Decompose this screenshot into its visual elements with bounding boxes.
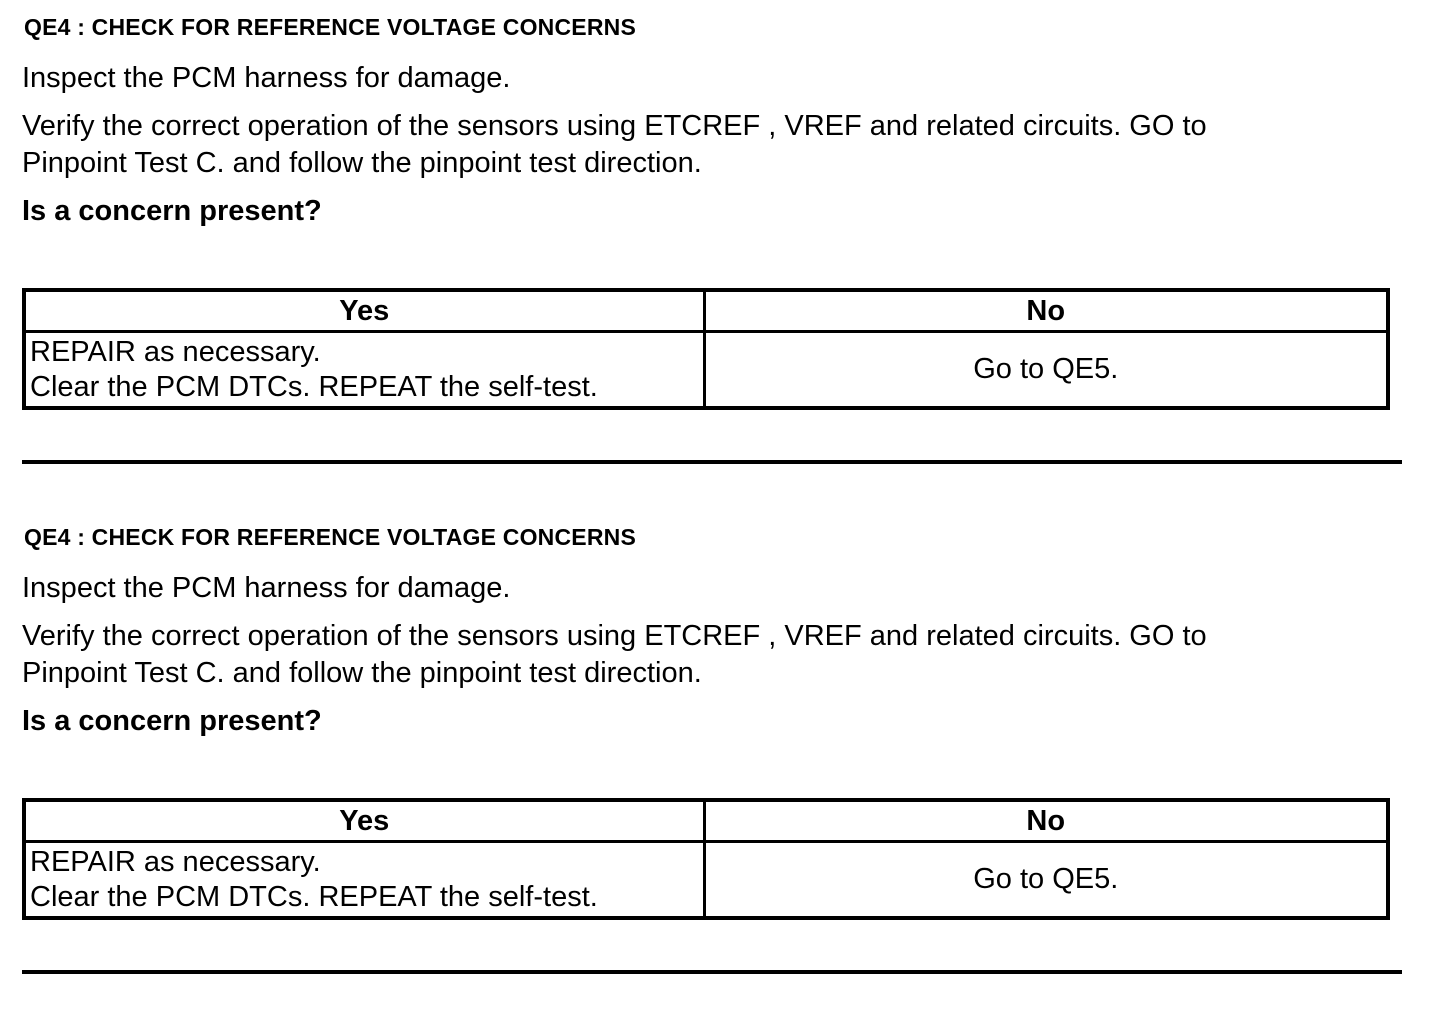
step-heading: QE4 : CHECK FOR REFERENCE VOLTAGE CONCERNS — [24, 524, 636, 550]
yes-header: Yes — [24, 800, 704, 842]
verification-line: Verify the correct operation of the sensors using ETCREF , VREF and related circuits. GO to — [22, 110, 1207, 142]
yes-action-line: REPAIR as necessary. — [30, 335, 321, 368]
table-header-row — [24, 800, 1388, 842]
yes-action-line: Clear the PCM DTCs. REPEAT the self-test. — [30, 880, 598, 913]
step-instruction: Inspect the PCM harness for damage. — [22, 572, 511, 604]
verification-line: Verify the correct operation of the sensors using ETCREF , VREF and related circuits. GO to — [22, 620, 1207, 652]
yes-header: Yes — [24, 290, 704, 332]
verification-line: Pinpoint Test C. and follow the pinpoint test direction. — [22, 147, 702, 179]
no-action-cell: Go to QE5. — [704, 842, 1388, 919]
decision-table — [22, 288, 1390, 410]
table-row — [24, 842, 1388, 919]
section-divider — [22, 460, 1402, 464]
step-heading: QE4 : CHECK FOR REFERENCE VOLTAGE CONCERNS — [24, 14, 636, 40]
yes-action-cell — [24, 332, 704, 409]
table-row — [24, 332, 1388, 409]
section-divider — [22, 970, 1402, 974]
step-verification — [22, 108, 1207, 182]
step-question: Is a concern present? — [22, 195, 322, 227]
no-header: No — [704, 290, 1388, 332]
yes-action-cell — [24, 842, 704, 919]
step-instruction: Inspect the PCM harness for damage. — [22, 62, 511, 94]
verification-line: Pinpoint Test C. and follow the pinpoint test direction. — [22, 657, 702, 689]
yes-action-line: Clear the PCM DTCs. REPEAT the self-test. — [30, 370, 598, 403]
table-header-row — [24, 290, 1388, 332]
no-header: No — [704, 800, 1388, 842]
step-verification — [22, 618, 1207, 692]
step-question: Is a concern present? — [22, 705, 322, 737]
diagnostic-step — [0, 510, 1456, 1020]
yes-action-line: REPAIR as necessary. — [30, 845, 321, 878]
no-action-cell: Go to QE5. — [704, 332, 1388, 409]
decision-table — [22, 798, 1390, 920]
